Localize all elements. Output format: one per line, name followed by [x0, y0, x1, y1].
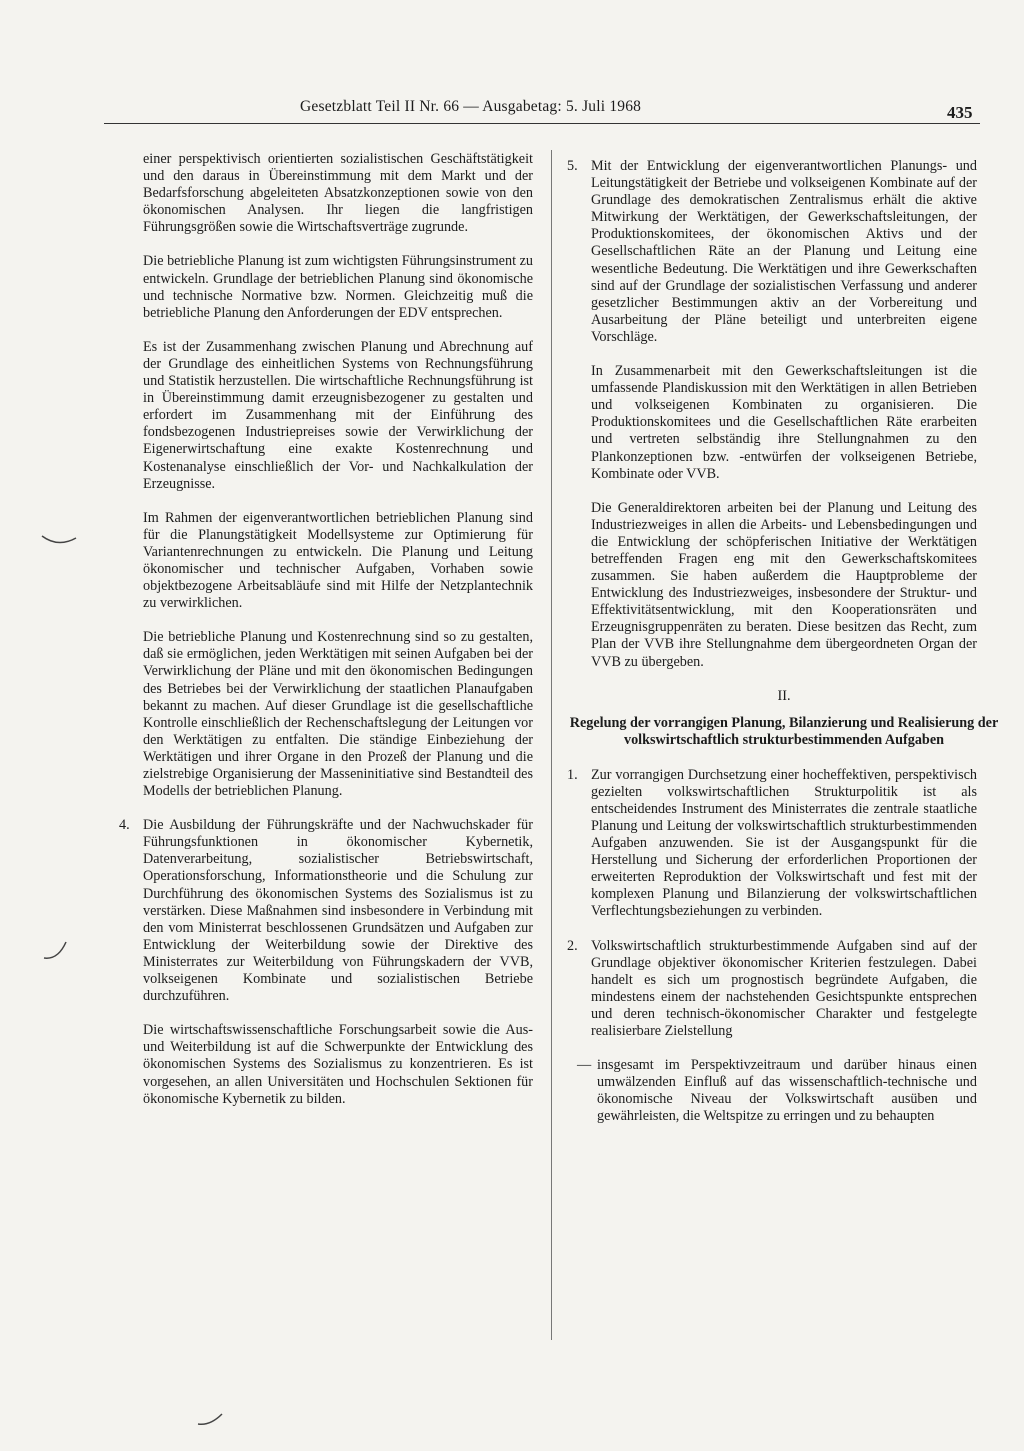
- paragraph: Volkswirtschaftlich strukturbestimmende Aufgaben sind auf der Grundlage objektiver ökonomischer Kriterien festzulegen. Dabei handelt es sich um prognostisch begründete Aufgaben, die mindestens einem der nachstehenden Gesichtspunkte entsprechen und deren technisch-ökonomischer Charakter und festgelegte realisierbare Zielstellung: [591, 937, 977, 1040]
- paragraph: Die Generaldirektoren arbeiten bei der Planung und Leitung des Industriezweiges in allen die Arbeits- und Lebensbedingungen und die Entwicklung der schöpferischen Initiative der Werktätigen betreffenden Fragen eng mit den Gewerkschaftskomitees zusammen. Sie haben außerdem die Hauptprobleme der Entwicklung des Industriezweiges, insbesondere der Struktur- und Effektivitätsentwicklung, mit den Kooperationsräten und Erzeugnisgruppenräten zu beraten. Diese besitzen das Recht, zum Plan der VVB ihre Stellungnahme dem übergeordneten Organ der VVB zu übergeben.: [591, 499, 977, 670]
- list-item-1: [567, 766, 977, 921]
- paragraph: Zur vorrangigen Durchsetzung einer hocheffektiven, perspektivisch gezielten volkswirtschaftlichen Strukturpolitik ist als entscheidendes Instrument des Ministerrates die zentrale staatliche Planung und Leitung der volkswirtschaftlich strukturbestimmenden Aufgaben anzuwenden. Sie ist der Ausgangspunkt für die Herstellung und Sicherung der erforderlichen Proportionen der erweiterten Reproduktion der Volkswirtschaft und fest mit der komplexen Planung und Bilanzierung der volkswirtschaftlichen Verflechtungsbeziehungen zu verbinden.: [591, 766, 977, 920]
- paragraph: Die Ausbildung der Führungskräfte und der Nachwuchskader für Führungsfunktionen in ökonomischer Kybernetik, Datenverarbeitung, sozialistischer Betriebswirtschaft, Operationsforschung, Informationstheorie und die Schulung zur Durchführung des ökonomischen Systems des Sozialismus ist zu verstärken. Diese Maßnahmen sind insbesondere in Verbindung mit den vom Ministerrat beschlossenen Grundsätzen und Aufgaben zur Entwicklung der Weiterbildung sowie der Direktive des Ministerrates zur Weiterbildung von Führungskadern der VVB, volkseigenen Kombinate und sozialistischen Betriebe durchzuführen.: [143, 817, 533, 1005]
- margin-pencil-mark: [42, 940, 72, 964]
- left-column: [119, 151, 533, 1125]
- item-number: 1.: [567, 766, 578, 783]
- paragraph: Die wirtschaftswissenschaftliche Forschungsarbeit sowie die Aus- und Weiterbildung ist auf die Schwerpunkte der Entwicklung des ökonomischen Systems des Sozialismus zu konzentrieren. Es ist vorgesehen, an allen Universitäten und Hochschulen Sektionen für ökonomische Kybernetik zu bilden.: [143, 1022, 533, 1107]
- right-column: [567, 158, 999, 1143]
- paragraph: Im Rahmen der eigenverantwortlichen betrieblichen Planung sind für die Planungstätigkeit Modellsysteme zur Optimierung für Variantenrechnungen zu entwickeln. Die Planung und Leitung ökonomischer und technischer Aufgaben, Vorhaben sowie objektbezogene Arbeitsabläufe sind mit Hilfe der Netzplantechnik zu verwirklichen.: [143, 509, 533, 612]
- paragraph: Es ist der Zusammenhang zwischen Planung und Abrechnung auf der Grundlage des einheitlichen Systems von Rechnungsführung und Statistik herzustellen. Die wirtschaftliche Rechnungsführung ist in Übereinstimmung damit erzeugnisbezogener zu gestalten und erfordert im Zusammenhang mit der Einführung des fondsbezogenen Industriepreises sowie der Verwirklichung der Eigenerwirtschaftung eine exakte Kostenrechnung und Kostenanalyse einschließlich der Vor- und Nachkalkulation der Erzeugnisse.: [143, 338, 533, 492]
- paragraph: Mit der Entwicklung der eigenverantwortlichen Planungs- und Leitungstätigkeit der Betriebe und volkseigenen Kombinate auf der Grundlage des demokratischen Zentralismus erhält die aktive Mitwirkung der Werktätigen, der Gewerkschaftsleitungen, der Produktionskomitees, der ökonomischen Aktivs und der Gesellschaftlichen Räte an der Planung und Leitung eine wesentliche Bedeutung. Die Werktätigen und ihre Gewerkschaften sind auf der Grundlage der sozialistischen Verfassung und anderer gesetzlicher Bestimmungen aktiv an der Vorbereitung und Ausarbeitung der Pläne beteiligt und unterbreiten eigene Vorschläge.: [591, 158, 977, 345]
- section-heading: Regelung der vorrangigen Planung, Bilanzierung und Realisierung der volkswirtschaftlich strukturbestimmenden Aufgaben: [569, 714, 999, 748]
- item-number: 2.: [567, 937, 578, 954]
- page-number: 435: [947, 103, 973, 122]
- item-number: 4.: [119, 817, 130, 834]
- dash-list-item: [577, 1057, 977, 1125]
- list-item-5: [567, 158, 977, 346]
- item-number: 5.: [567, 158, 578, 174]
- list-item-4: [119, 817, 533, 1005]
- margin-pencil-mark: [40, 530, 80, 550]
- paragraph: Die betriebliche Planung und Kostenrechnung sind so zu gestalten, daß sie ermöglichen, jeden Werktätigen mit seinen Aufgaben bei der Verwirklichung der Pläne und mit den ökonomischen Bedingungen des Betriebes bei der Verwirklichung der staatlichen Planaufgaben bekannt zu machen. Auf dieser Grundlage ist die gesellschaftliche Kontrolle einschließlich der Rechenschaftslegung der Leitungen vor den Werktätigen zu entfalten. Die ständige Einbeziehung der Werktätigen und ihrer Organe in den Prozeß der Planung und die zielstrebige Organisierung der Masseninitiative sind Bestandteil des Modells der betrieblichen Planung.: [143, 629, 533, 800]
- header-rule: [104, 123, 980, 124]
- list-item-2: [567, 937, 977, 1041]
- paragraph: Die betriebliche Planung ist zum wichtigsten Führungsinstrument zu entwickeln. Grundlage der betrieblichen Planung sind ökonomische und technische Normative bzw. Normen. Gleichzeitig muß die betriebliche Planung den Anforderungen der EDV entsprechen.: [143, 253, 533, 321]
- dash-bullet: —: [577, 1057, 592, 1074]
- section-number: II.: [777, 687, 791, 704]
- paragraph: In Zusammenarbeit mit den Gewerkschaftsleitungen ist die umfassende Plandiskussion mit den Werktätigen in allen Betrieben und volkseigenen Kombinaten zu organisieren. Die Produktionskomitees und die Gesellschaftlichen Räte erarbeiten und vertreten selbständig ihre Stellungnahmen zu den Plankonzeptionen bzw. -entwürfen der volkseigenen Betriebe, Kombinate oder VVB.: [591, 363, 977, 482]
- running-header: Gesetzblatt Teil II Nr. 66 — Ausgabetag: 5. Juli 1968: [300, 98, 642, 115]
- column-divider: [551, 150, 552, 1340]
- margin-pencil-mark: [196, 1410, 226, 1430]
- paragraph: einer perspektivisch orientierten sozialistischen Geschäftstätigkeit und den daraus in Übereinstimmung mit dem Markt und der Bedarfsforschung abgeleiteten Absatzkonzeptionen sowie von den ökonomischen Analysen. Ihr liegen die langfristigen Führungsgrößen sowie die Wirtschaftsverträge zugrunde.: [143, 151, 533, 236]
- paragraph: insgesamt im Perspektivzeitraum und darüber hinaus einen umwälzenden Einfluß auf das wissenschaftlich-technische und ökonomische Niveau der Volkswirtschaft ausüben und gewährleisten, die Weltspitze zu erringen und zu behaupten: [597, 1057, 977, 1125]
